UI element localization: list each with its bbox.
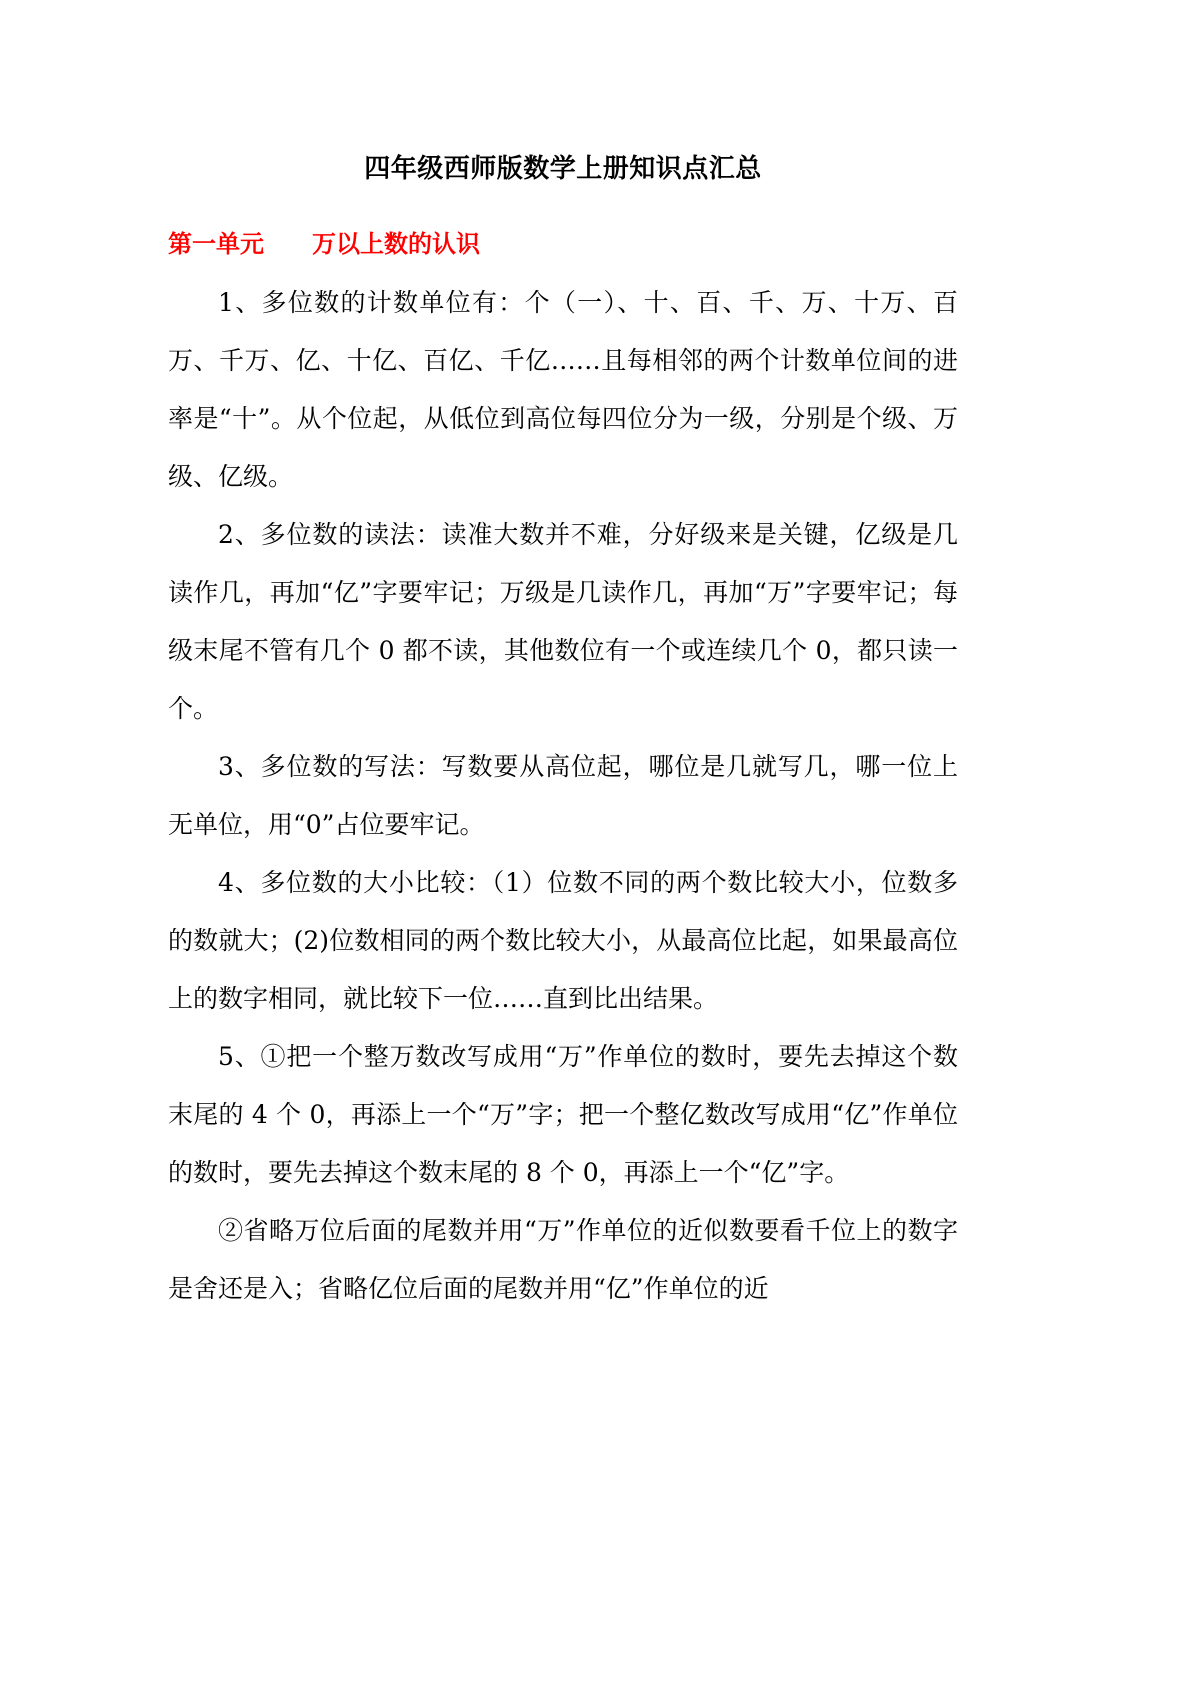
- section-paragraph-1: 1、多位数的计数单位有：个（一）、十、百、千、万、十万、百万、千万、亿、十亿、百亿、千亿……且每相邻的两个计数单位间的进率是“十”。从个位起，从低位到高位每四位分为一级，分别是个级、万级、亿级。: [168, 288, 958, 491]
- section-paragraph-2: 2、多位数的读法：读准大数并不难，分好级来是关键，亿级是几读作几，再加“亿”字要牢记；万级是几读作几，再加“万”字要牢记；每级末尾不管有几个 0 都不读，其他数位有一个或连续几个 0，都只读一个。: [168, 520, 958, 723]
- section-paragraph-3: 3、多位数的写法：写数要从高位起，哪位是几就写几，哪一位上无单位，用“0”占位要牢记。: [168, 752, 958, 839]
- section-paragraph-5b: ②省略万位后面的尾数并用“万”作单位的近似数要看千位上的数字是舍还是入；省略亿位后面的尾数并用“亿”作单位的近: [168, 1216, 958, 1303]
- unit-heading: 第一单元 万以上数的认识: [168, 230, 480, 258]
- section-paragraph-4: 4、多位数的大小比较：（1）位数不同的两个数比较大小，位数多的数就大；(2)位数相同的两个数比较大小，从最高位比起，如果最高位上的数字相同，就比较下一位……直到比出结果。: [168, 868, 958, 1013]
- page-title: 四年级西师版数学上册知识点汇总: [364, 154, 762, 184]
- section-paragraph-5: 5、①把一个整万数改写成用“万”作单位的数时，要先去掉这个数末尾的 4 个 0，再添上一个“万”字；把一个整亿数改写成用“亿”作单位的数时，要先去掉这个数末尾的 8 个 0，再添上一个“亿”字。: [168, 1042, 958, 1187]
- document-content: [168, 0, 958, 1318]
